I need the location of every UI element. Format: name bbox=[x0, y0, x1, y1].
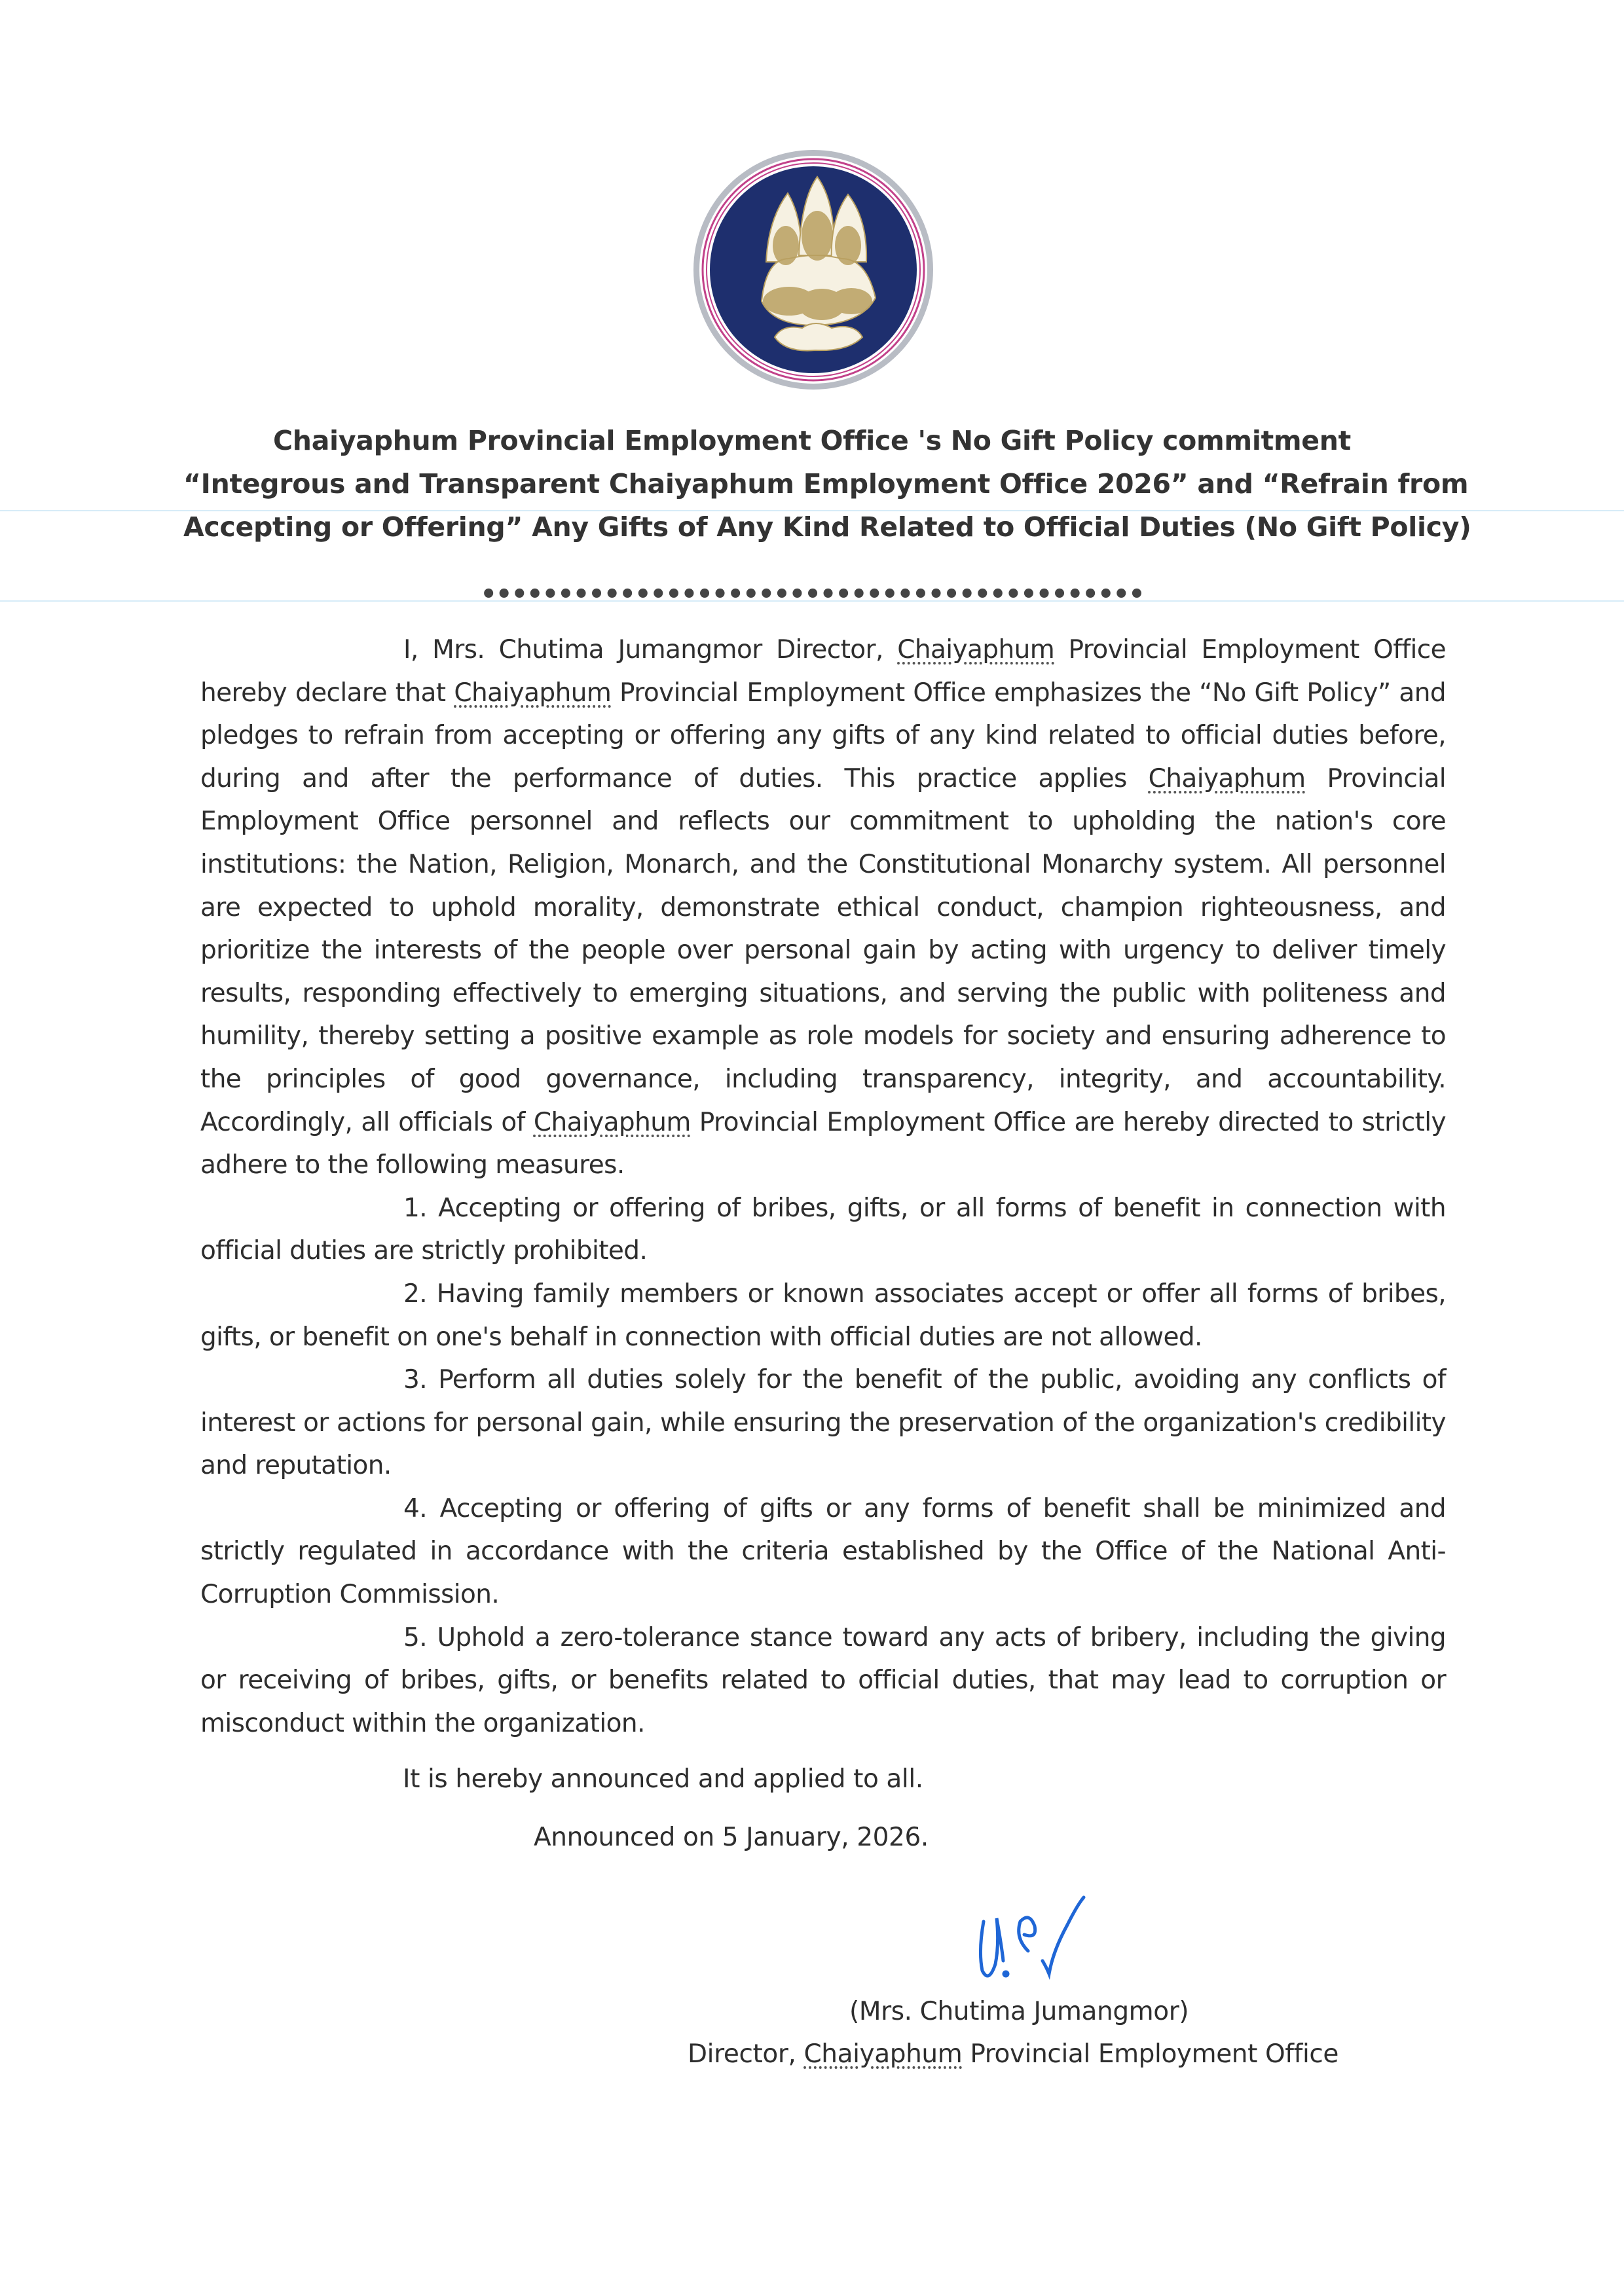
closing-statement: It is hereby announced and applied to all. bbox=[403, 1764, 923, 1794]
place-name: Chaiyaphum bbox=[454, 678, 612, 708]
document-title bbox=[183, 419, 1471, 549]
title-line: Chaiyaphum Provincial Employment Office 's No Gift Policy commitment bbox=[273, 425, 1351, 456]
measure-item: 4. Accepting or offering of gifts or any forms of benefit shall be minimized and strictly regulated in accordance with the criteria established by the Office of the National Anti-Corruption Commission. bbox=[200, 1493, 1446, 1610]
emblem-logo bbox=[691, 147, 936, 393]
title-line: “Integrous and Transparent Chaiyaphum Employment Office 2026” and “Refrain from bbox=[183, 468, 1469, 500]
intro-paragraph bbox=[200, 629, 1446, 1187]
text-run: Provincial Employment Office are hereby directed to strictly adhere to the following measures. bbox=[200, 1107, 1447, 1180]
measure-item: 5. Uphold a zero-tolerance stance toward any acts of bribery, including the giving or receiving of bribes, gifts, or benefits related to official duties, that may lead to corruption or misconduct within the organization. bbox=[200, 1622, 1446, 1738]
announcement-date: Announced on 5 January, 2026. bbox=[534, 1823, 929, 1852]
signature bbox=[969, 1886, 1139, 1997]
signatory-name: (Mrs. Chutima Jumangmor) bbox=[849, 1997, 1189, 2026]
measure-item: 1. Accepting or offering of bribes, gifts, or all forms of benefit in connection with official duties are strictly prohibited. bbox=[200, 1193, 1446, 1266]
text-run: Provincial Employment Office hereby declare that bbox=[200, 635, 1446, 708]
document-body bbox=[200, 629, 1446, 1745]
place-name: Chaiyaphum bbox=[1148, 763, 1306, 793]
text-run: Provincial Employment Office personnel and reflects our commitment to upholding the nation's core institutions: the Nation, Religion, Monarch, and the Constitutional Monarchy system. All personnel are expected to uphold morality, demonstrate ethical conduct, champion righteousness, and prioritize the interests of the people over personal gain by acting with urgency to deliver timely results, responding effectively to emerging situations, and serving the public with politeness and humility, thereby setting a positive example as role models for society and ensuring adherence to the principles of good governance, including transparency, integrity, and accountability. Accordingly, all officials of bbox=[200, 763, 1446, 1137]
place-name: Chaiyaphum bbox=[803, 2039, 963, 2069]
text-run: Provincial Employment Office emphasizes the “No Gift Policy” and pledges to refrain from accepting or offering any gifts of any kind related to official duties before, during and after the performance of duties. This practice applies bbox=[200, 678, 1446, 793]
place-name: Chaiyaphum bbox=[533, 1107, 691, 1137]
text-run: Provincial Employment Office bbox=[962, 2039, 1339, 2069]
place-name: Chaiyaphum bbox=[897, 635, 1055, 665]
measure-item: 2. Having family members or known associates accept or offer all forms of bribes, gifts, or benefit on one's behalf in connection with official duties are not allowed. bbox=[200, 1279, 1446, 1352]
text-run: I, Mrs. Chutima Jumangmor Director, bbox=[403, 635, 898, 665]
title-line: Accepting or Offering” Any Gifts of Any Kind Related to Official Duties (No Gift Policy) bbox=[183, 511, 1471, 543]
text-run: Director, bbox=[688, 2039, 804, 2069]
measure-item: 3. Perform all duties solely for the benefit of the public, avoiding any conflicts of interest or actions for personal gain, while ensuring the preservation of the organization's credibility and reputation. bbox=[200, 1365, 1446, 1481]
dotted-divider: ••••••••••••••••••••••••••••••••••••••••••• bbox=[480, 579, 1144, 610]
signatory-title bbox=[688, 2039, 1338, 2069]
